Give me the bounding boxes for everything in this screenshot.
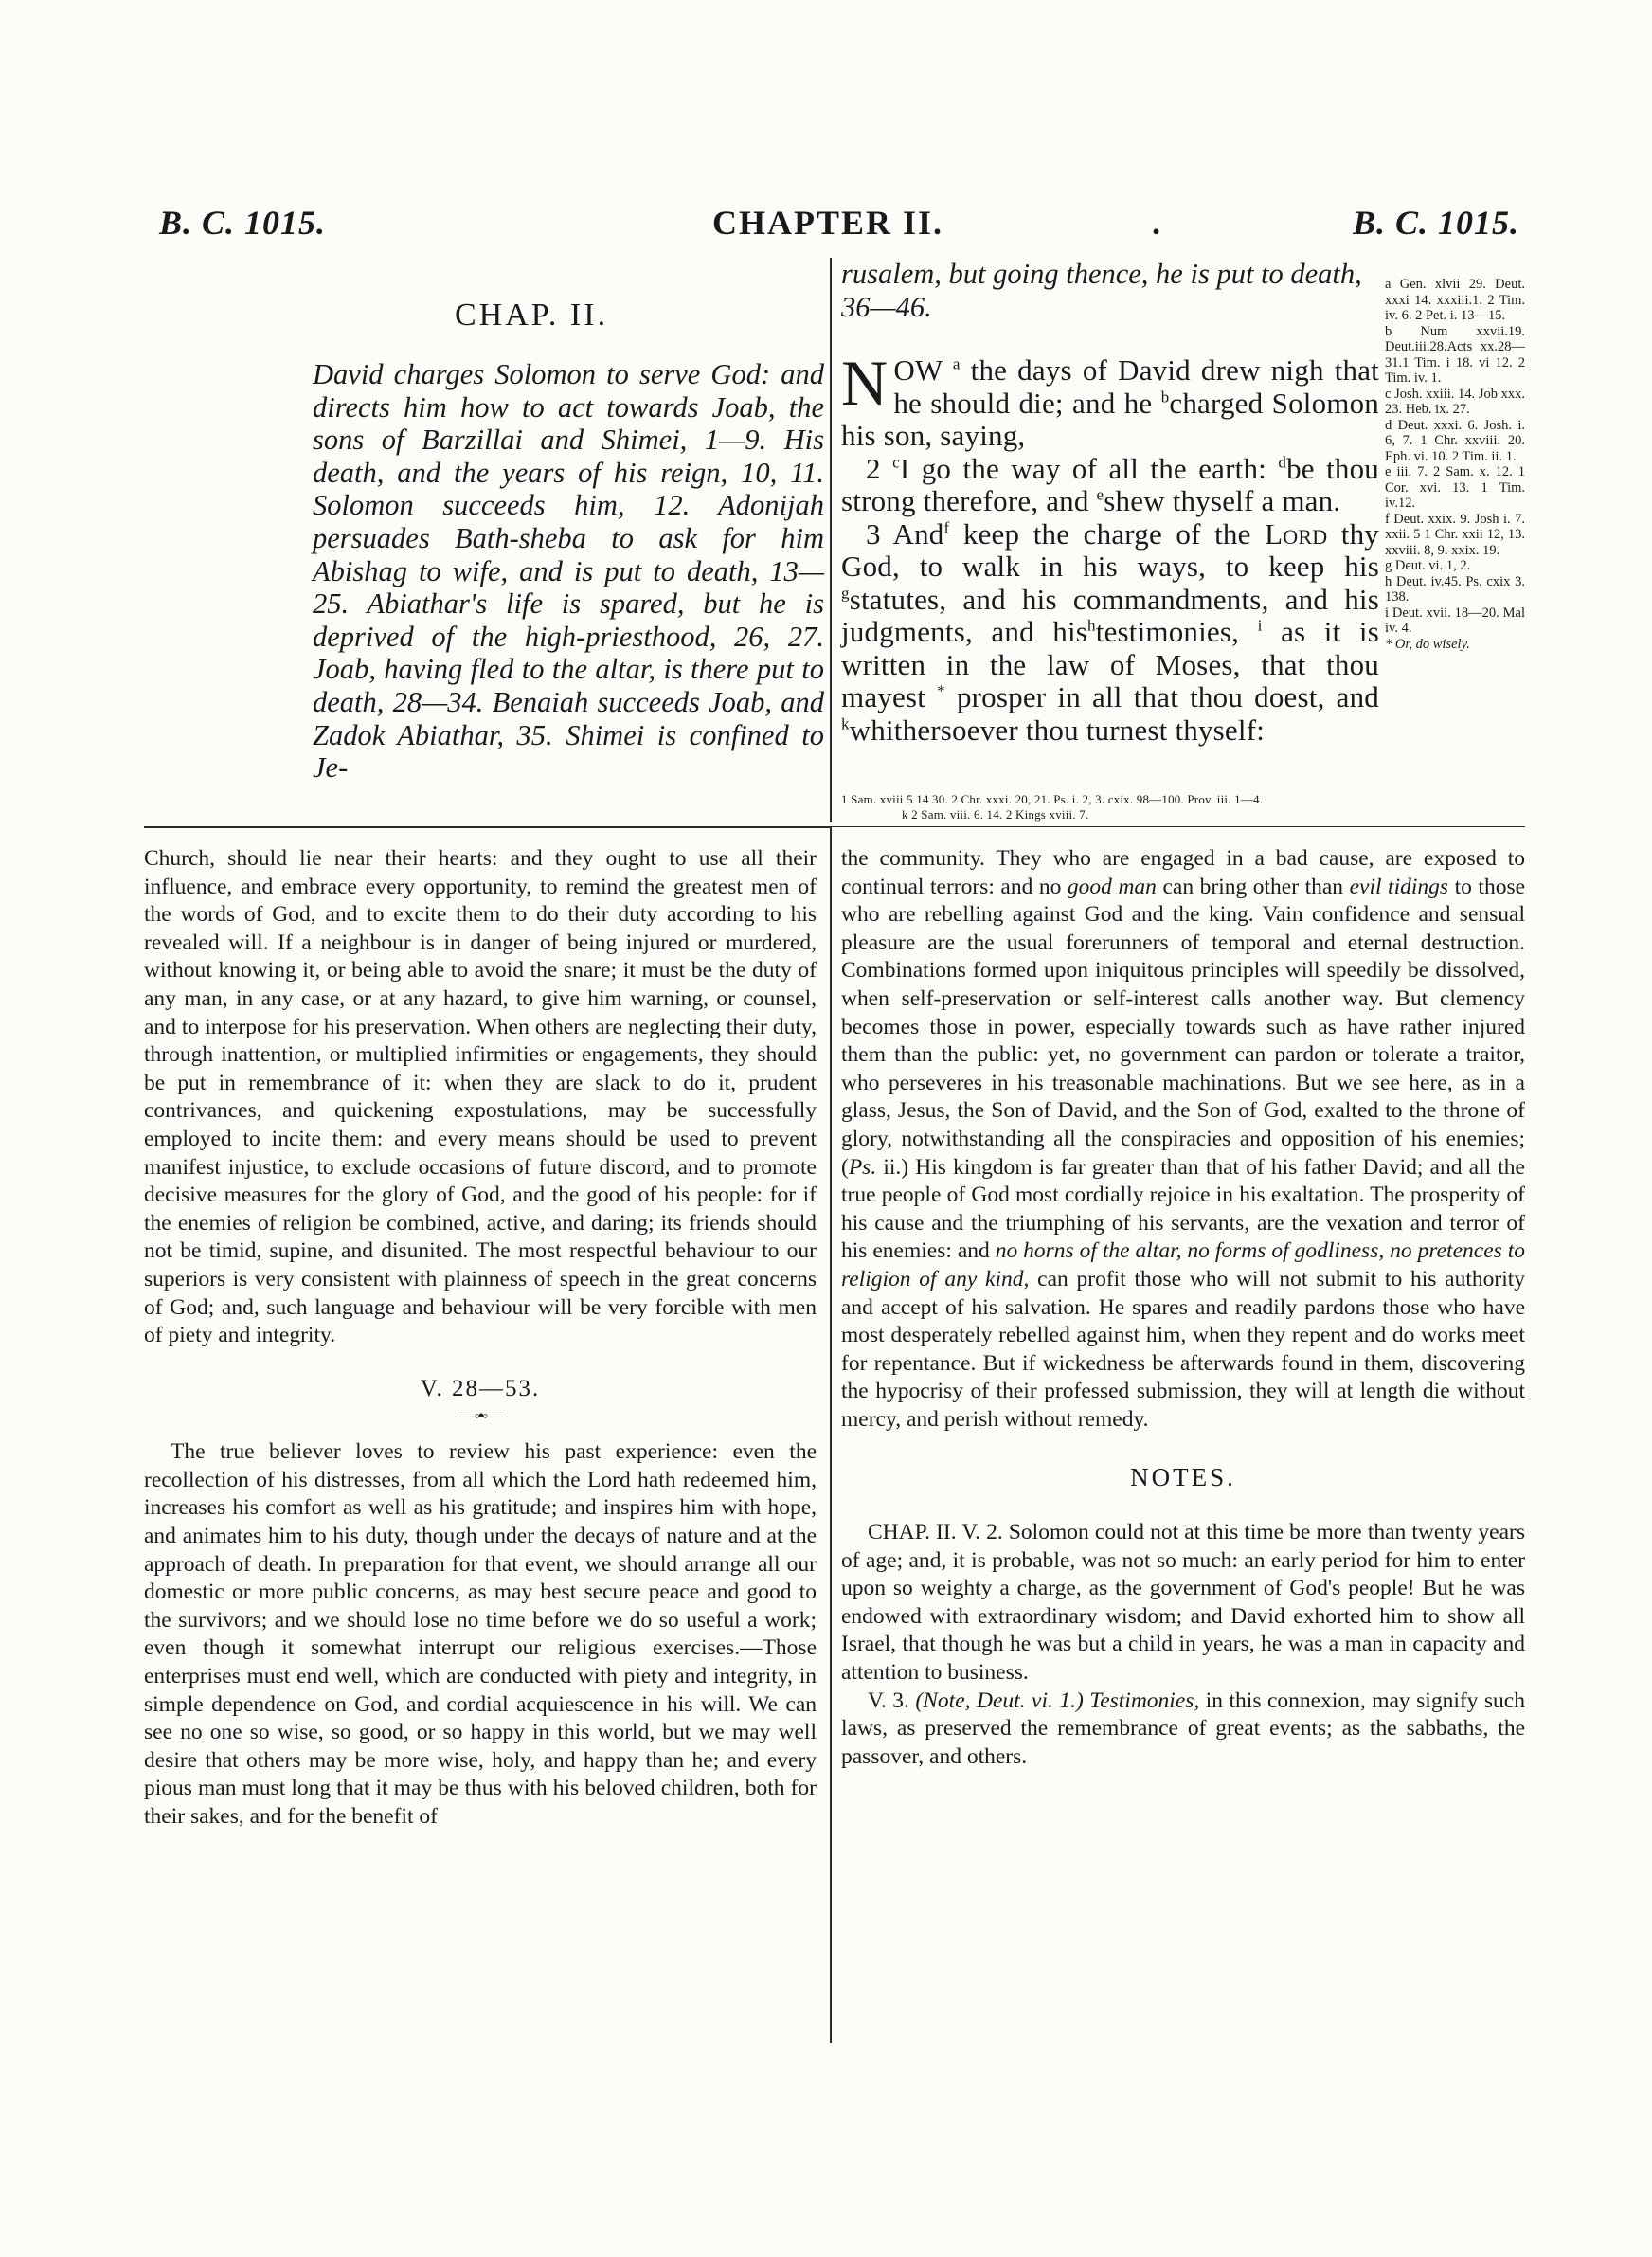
scripture-text xyxy=(841,347,1380,747)
marginal-references xyxy=(1385,277,1525,652)
chapter-title: CHAP. II. xyxy=(455,298,609,333)
scripture-bottom-rule xyxy=(830,826,1525,827)
commentary-left-column xyxy=(144,845,817,1832)
header-year-left: B. C. 1015. xyxy=(159,204,327,242)
margin-ref: g Deut. vi. 1, 2. xyxy=(1385,558,1471,573)
header-dot: . xyxy=(1152,204,1161,242)
notes-heading: NOTES. xyxy=(1130,1463,1236,1492)
section-heading: V. 28—53. xyxy=(420,1375,541,1401)
margin-ref: i Deut. xvii. 18—20. Mal iv. 4. xyxy=(1385,605,1525,636)
column-divider-bottom xyxy=(830,826,832,2043)
header-year-right: B. C. 1015. xyxy=(1353,204,1520,242)
margin-ref: c Josh. xxiii. 14. Job xxx. 23. Heb. ix. 27. xyxy=(1385,386,1525,417)
header-chapter-title: CHAPTER II. xyxy=(712,204,944,242)
margin-ref: * Or, do wisely. xyxy=(1385,636,1470,652)
commentary-right-column xyxy=(841,845,1525,1771)
margin-ref: f Deut. xxix. 9. Josh i. 7. xxii. 5 1 Chr. xxii 12, 13. xxviii. 8, 9. xxix. 19. xyxy=(1385,511,1525,558)
margin-ref: a Gen. xlvii 29. Deut. xxxi 14. xxxiii.1. 2 Tim. iv. 6. 2 Pet. i. 13—15. xyxy=(1385,277,1525,323)
verse-3: 3 And$^f$ keep the charge of the Lord thy God, to walk in his ways, to keep his $^g$statutes, and his commandments, and his judgments, and his$^h$testimonies, $^i$ as it is written in the law of Moses, that thou mayest * prosper in all that thou doest, and $^k$whithersoever thou turnest thyself: xyxy=(841,516,1379,747)
margin-ref: d Deut. xxxi. 6. Josh. i. 6, 7. 1 Chr. xxviii. 20. Eph. vi. 10. 2 Tim. ii. 1. xyxy=(1385,417,1525,464)
header-rule xyxy=(144,826,830,828)
chapter-summary: David charges Solomon to serve God: and directs him how to act towards Joab, the sons of Barzillai and Shimei, 1—9. His death, and the years of his reign, 10, 11. Solomon succeeds him, 12. Adonijah persuades Bath-sheba to ask for him Abishag to wife, and is put to death, 13—25. Abiathar's life is spared, but he is deprived of the high-priesthood, 26, 27. Joab, having fled to the altar, is there put to death, 28—34. Benaiah succeeds Joab, and Zadok Abiathar, 35. Shimei is confined to Je- xyxy=(313,358,824,785)
commentary-paragraph: The true believer loves to review his past experience: even the recollection of his distresses, from all which the Lord hath redeemed him, increases his comfort as well as his gratitude; and inspires him with hope, and animates him to his duty, though under the decays of nature and at the approach of death. In preparation for that event, we should arrange all our domestic or more public concerns, as may best secure peace and good to the survivors; and we should lose no time before we do so useful a work; even though it somewhat interrupt our religious exercises.—Those enterprises must end well, which are conducted with piety and integrity, in simple dependence on God, and cordial acquiescence in his will. We can see no one so wise, so good, or so happy in this world, but we may well desire that others may be more wise, holy, and happy than he; and every pious man must long that it may be thus with his beloved children, both for their sakes, and for the benefit of xyxy=(144,1439,817,1829)
cross-references-footer: 1 Sam. xviii 5 14 30. 2 Chr. xxxi. 20, 21. Ps. i. 2, 3. cxix. 98—100. Prov. iii. 1—4. k 2 Sam. viii. 6. 14. 2 Kings xviii. 7. xyxy=(841,792,1264,822)
drop-cap: N xyxy=(841,347,889,419)
commentary-paragraph: Church, should lie near their hearts: and they ought to use all their influence, and embrace every opportunity, to remind the greatest men of the words of God, and to excite them to do their duty according to his revealed will. If a neighbour is in danger of being injured or murdered, without knowing it, or being able to avoid the snare; it must be the duty of any man, in any case, or at any hazard, to give him warning, or counsel, and to interpose for his preservation. When others are neglecting their duty, through inattention, or multiplied infirmities or engagements, they should be put in remembrance of it: when they are slack to do it, prudent contrivances, and quickening expostulations, may be successfully employed to incite them: and every means should be used to prevent manifest injustice, to exclude occasions of future discord, and to promote decisive measures for the glory of God, and the good of his people: for if the enemies of religion be combined, active, and daring; its friends should not be timid, supine, and disunited. The most respectful behaviour to our superiors is very consistent with plainness of speech in the great concerns of God; and, such language and behaviour will be very forcible with men of piety and integrity. xyxy=(144,846,817,1348)
commentary-paragraph: the community. They who are engaged in a bad cause, are exposed to continual terrors: and no good man can bring other than evil tidings to those who are rebelling against God and the king. Vain confidence and sensual pleasure are the usual forerunners of temporal and eternal destruction. Combinations formed upon iniquitous principles will speedily be dissolved, when self-preservation or self-interest calls another way. But clemency becomes those in power, especially towards such as have rather injured them than the public: yet, no government can pardon or tolerate a traitor, who perseveres in his treasonable machinations. But we see here, as in a glass, Jesus, the Son of David, and the Son of God, exalted to the throne of glory, notwithstanding all the conspiracies and opposition of his enemies; (Ps. ii.) His kingdom is far greater than that of his father David; and all the true people of God most cordially rejoice in his exaltation. The prosperity of his cause and the triumphing of his servants, are the vexation and terror of his enemies: and no horns of the altar, no forms of godliness, no pretences to religion of any kind, can profit those who will not submit to his authority and accept of his salvation. He spares and readily pardons those who have most desperately rebelled against him, when they repent and do works meet for repentance. But if wickedness be afterwards found in them, discovering the hypocrisy of their professed submission, they will at length die without mercy, and perish without remedy. xyxy=(841,846,1526,1432)
chapter-summary-continued: rusalem, but going thence, he is put to death, 36—46. xyxy=(841,258,1362,323)
verse-1: NOW $^a$ the days of David drew nigh that he should die; and he $^b$charged Solomon his son, saying, xyxy=(841,347,1380,452)
note-paragraph: V. 3. (Note, Deut. vi. 1.) Testimonies, in this connexion, may signify such laws, as preserved the remembrance of great events; as the sabbaths, the passover, and others. xyxy=(841,1688,1525,1769)
margin-ref: h Deut. iv.45. Ps. cxix 3. 138. xyxy=(1385,573,1525,605)
verse-2: 2 $^c$I go the way of all the earth: $^d$be thou strong therefore, and $^e$shew thyself a man. xyxy=(841,451,1379,517)
note-paragraph: CHAP. II. V. 2. Solomon could not at this time be more than twenty years of age; and, it is probable, was not so much: an early period for him to enter upon so weighty a charge, as the government of God's people! But he was endowed with extraordinary wisdom; and David exhorted him to show all Israel, that though he was but a child in years, he was a man in capacity and attention to business. xyxy=(841,1520,1526,1686)
margin-ref: b Num xxvii.19. Deut.iii.28.Acts xx.28—31.1 Tim. i 18. vi 12. 2 Tim. iv. 1. xyxy=(1385,323,1525,386)
margin-ref: e iii. 7. 2 Sam. x. 12. 1 Cor. xvi. 13. 1 Tim. iv.12. xyxy=(1385,464,1525,511)
column-divider-top xyxy=(830,258,832,822)
ornament-divider: —◦•◦— xyxy=(458,1406,502,1426)
